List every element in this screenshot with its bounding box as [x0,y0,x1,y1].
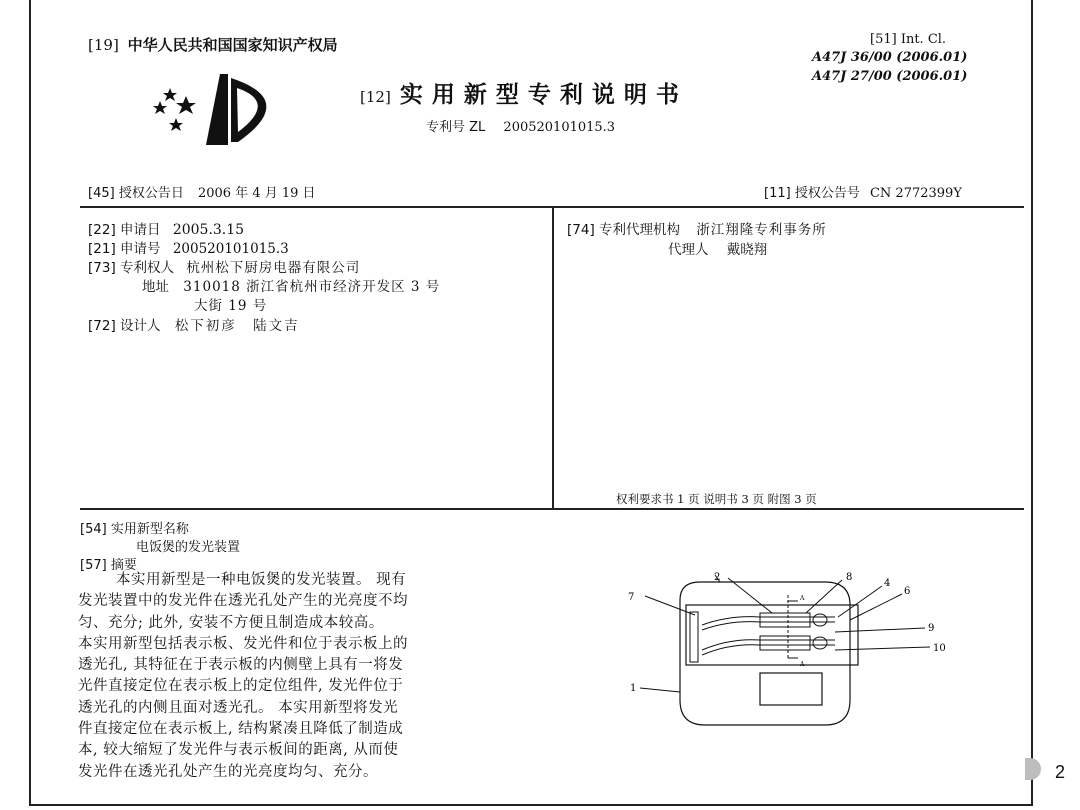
application-number-value: 200520101015.3 [172,241,289,257]
abstract-body [78,570,558,783]
filing-date-value: 2005.3.15 [172,222,245,238]
address [142,275,440,295]
figure-label: A [800,661,805,668]
abstract-line: 匀、充分; 此外, 安装不方便且制造成本较高。 [78,614,384,631]
agent [668,238,767,258]
star-icon [176,96,196,114]
pub-date [88,182,316,201]
patent-number [426,116,615,135]
star-icon [153,101,167,114]
figure-label: 2 [714,572,721,583]
ipc-code-2: A47J 27/00 (2006.01) [812,69,968,84]
abstract-line: 透光孔, 其特征在于表示板的内侧壁上具有一将发 [78,657,404,674]
filing-date-label: [22] 申请日 [88,222,161,238]
star-icon [169,118,183,131]
rice-cooker-light-device-figure [620,570,960,735]
office-header [88,34,338,55]
agency-label: [74] 专利代理机构 [567,222,681,238]
pub-number-label: [11] 授权公告号 [764,186,860,201]
abstract-line: 发光装置中的发光件在透光孔处产生的光亮度不均 [78,593,408,610]
divider-middle [552,208,554,508]
application-number [88,237,289,257]
star-icon [163,88,177,101]
doc-type-code: [12] [360,88,391,106]
address-line-1: 310018 浙江省杭州市经济开发区 3 号 [183,279,441,295]
filing-date [88,218,244,238]
slide-corner-icon [1025,758,1041,780]
inventors [88,314,300,334]
ipc-code-1: A47J 36/00 (2006.01) [812,50,968,65]
figure-label: A [800,595,805,602]
figure-label: 1 [630,683,637,694]
divider-bottom [80,508,1024,510]
office-code: [19] [88,36,119,54]
patentee [88,256,360,276]
abstract-label: [57] 摘要 [80,558,137,573]
title-label: [54] 实用新型名称 [80,522,189,537]
inventors-label: [72] 设计人 [88,318,161,334]
doc-type: 实用新型专利说明书 [399,82,688,108]
figure-label: 4 [884,578,891,589]
figure-label: 9 [928,623,935,634]
cnipa-emblem-logo [138,70,318,150]
pages-summary: 权利要求书 1 页 说明书 3 页 附图 3 页 [616,492,817,506]
application-number-label: [21] 申请号 [88,241,161,257]
pub-date-value: 2006 年 4 月 19 日 [197,186,316,201]
office-name: 中华人民共和国国家知识产权局 [127,36,338,54]
abstract-line: 光件直接定位在表示板上的定位组件, 发光件位于 [78,678,404,695]
utility-model-title: 电饭煲的发光装置 [136,540,241,555]
patentee-label: [73] 专利权人 [88,260,175,276]
doc-type-title [360,76,688,109]
abstract-line: 发光件在透光孔处产生的光亮度均匀、充分。 [78,763,378,780]
abstract-line: 本实用新型包括表示板、发光件和位于表示板上的 [78,635,408,652]
agency-value: 浙江翔隆专利事务所 [696,222,827,238]
address-label: 地址 [142,279,169,295]
pub-date-label: [45] 授权公告日 [88,186,184,201]
abstract-line: 本实用新型是一种电饭煲的发光装置。 现有 [116,572,407,588]
emblem-wedge [206,74,228,145]
figure-label: 10 [933,643,946,654]
figure-label: 8 [846,572,853,583]
abstract-line: 件直接定位在表示板上, 结构紧凑且降低了制造成 [78,721,404,738]
figure-label: 6 [904,586,911,597]
agent-label: 代理人 [668,242,709,258]
patent-number-value: 200520101015.3 [503,120,616,135]
slide-number: 2 [1055,762,1066,782]
patent-number-label: 专利号 ZL [426,120,486,135]
pub-number-value: CN 2772399Y [869,186,962,201]
figure-label: 7 [628,592,635,603]
int-cl-label: [51] Int. Cl. [870,32,947,47]
agent-value: 戴晓翔 [726,242,768,258]
inventors-value: 松下初彦 陆文吉 [174,318,300,334]
address-line-2: 大街 19 号 [194,298,268,314]
abstract-line: 本, 较大缩短了发光件与表示板间的距离, 从而使 [78,742,399,759]
agency [567,218,827,238]
patentee-value: 杭州松下厨房电器有限公司 [186,260,361,276]
pub-number [764,182,962,201]
abstract-line: 透光孔的内侧且面对透光孔。 本实用新型将发光 [78,699,399,716]
